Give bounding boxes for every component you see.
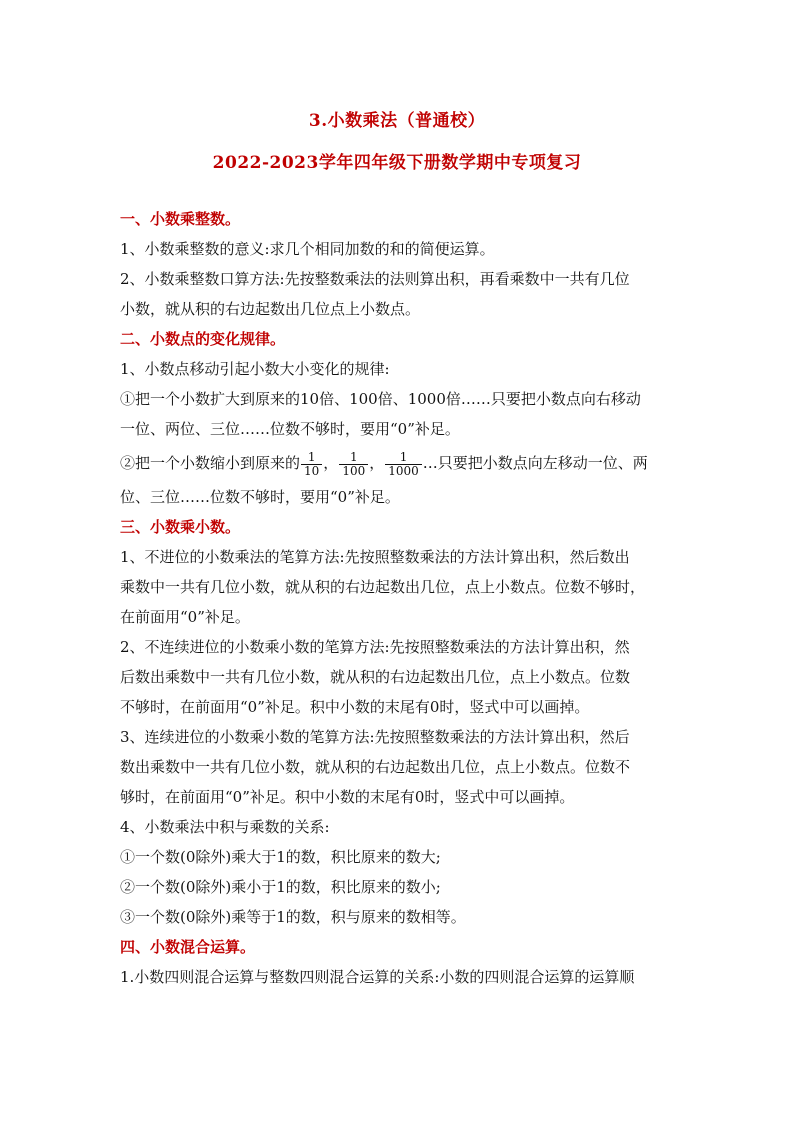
text-line: 1、小数乘整数的意义:求几个相同加数的和的简便运算。 [120,240,495,258]
section-heading: 一、小数乘整数。 [120,210,241,228]
section-heading: 四、小数混合运算。 [120,938,256,956]
text-line: 1、小数点移动引起小数大小变化的规律: [120,360,390,378]
text-line: 后数出乘数中一共有几位小数，就从积的右边起数出几位，点上小数点。位数 [120,668,631,686]
text-line: 乘数中一共有几位小数，就从积的右边起数出几位，点上小数点。位数不够时， [120,578,646,596]
text-line: 够时，在前面用“0”补足。积中小数的末尾有0时，竖式中可以画掉。 [120,788,575,806]
text-line: 数出乘数中一共有几位小数，就从积的右边起数出几位，点上小数点。位数不 [120,758,631,776]
text-line: ①把一个小数扩大到原来的10倍、100倍、1000倍……只要把小数点向右移动 [120,390,641,408]
fraction-numerator: 1 [349,449,358,464]
document-body [120,204,680,992]
fraction-line [120,444,680,482]
fraction-denominator: 1000 [385,464,422,478]
text-line: 不够时，在前面用“0”补足。积中小数的末尾有0时，竖式中可以画掉。 [120,698,590,716]
fraction-separator: ， [369,454,385,472]
fraction-denominator: 100 [339,464,368,478]
text-line: 在前面用“0”补足。 [120,608,250,626]
document-title: 3.小数乘法（普通校） [308,111,486,131]
text-line: 位、三位……位数不够时，要用“0”补足。 [120,488,400,506]
fraction-separator: ， [323,454,339,472]
fraction [385,451,422,478]
fraction-denominator: 10 [301,464,322,478]
fraction-numerator: 1 [307,449,316,464]
fraction-numerator: 1 [399,449,408,464]
fraction [301,451,322,478]
text-line: 3、连续进位的小数乘小数的笔算方法:先按照整数乘法的方法计算出积，然后 [120,728,630,746]
fraction-line-prefix: ②把一个小数缩小到原来的 [120,454,301,472]
section-heading: 三、小数乘小数。 [120,518,241,536]
fraction [339,451,368,478]
text-line: 1.小数四则混合运算与整数四则混合运算的关系:小数的四则混合运算的运算顺 [120,968,635,986]
text-line: 2、小数乘整数口算方法:先按整数乘法的法则算出积，再看乘数中一共有几位 [120,270,630,288]
text-line: ①一个数(0除外)乘大于1的数，积比原来的数大; [120,848,441,866]
text-line: 2、不连续进位的小数乘小数的笔算方法:先按照整数乘法的方法计算出积，然 [120,638,630,656]
text-line: 一位、两位、三位……位数不够时，要用“0”补足。 [120,420,460,438]
fraction-line-suffix: …只要把小数点向左移动一位、两 [422,454,648,472]
section-heading: 二、小数点的变化规律。 [120,330,286,348]
text-line: 4、小数乘法中积与乘数的关系: [120,818,330,836]
text-line: 小数，就从积的右边起数出几位点上小数点。 [120,300,421,318]
text-line: 1、不进位的小数乘法的笔算方法:先按照整数乘法的方法计算出积，然后数出 [120,548,630,566]
document-subtitle: 2022-2023学年四年级下册数学期中专项复习 [212,153,582,173]
text-line: ③一个数(0除外)乘等于1的数，积与原来的数相等。 [120,908,466,926]
text-line: ②一个数(0除外)乘小于1的数，积比原来的数小; [120,878,441,896]
